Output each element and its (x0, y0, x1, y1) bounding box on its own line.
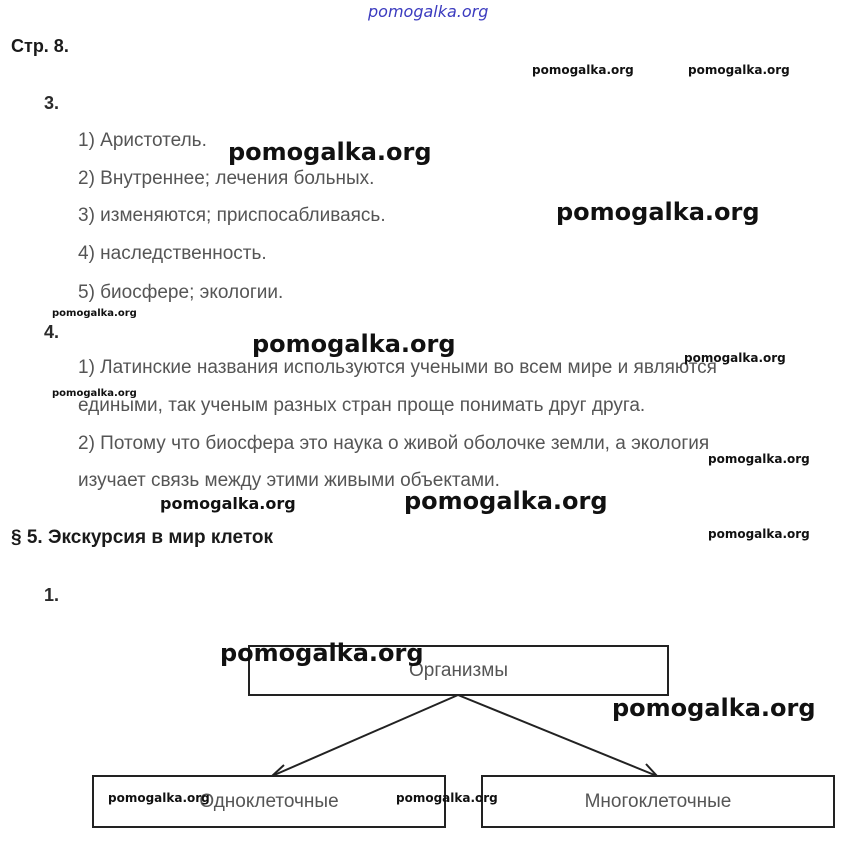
task-3-answer-4: 4) наследственность. (78, 243, 267, 264)
watermark: pomogalka.org (684, 351, 786, 365)
task-3-answer-1: 1) Аристотель. (78, 130, 207, 151)
watermark: pomogalka.org (556, 198, 760, 226)
watermark: pomogalka.org (688, 63, 790, 77)
task-4-line-2: едиными, так ученым разных стран проще понимать друг друга. (78, 395, 646, 416)
watermark: pomogalka.org (404, 487, 608, 515)
watermark: pomogalka.org (52, 388, 137, 399)
arrow-left (272, 695, 458, 776)
task-1-number: 1. (44, 585, 60, 605)
task-4-line-4: изучает связь между этими живыми объектами. (78, 470, 500, 491)
watermark: pomogalka.org (108, 791, 210, 805)
task-4-line-3: 2) Потому что биосфера это наука о живой оболочке земли, а экология (78, 433, 710, 454)
section-title: § 5. Экскурсия в мир клеток (11, 527, 273, 548)
page-title: Стр. 8. (11, 36, 69, 56)
watermark: pomogalka.org (160, 494, 296, 513)
watermark: pomogalka.org (612, 694, 816, 722)
diagram-right-label: Многоклеточные (584, 790, 732, 812)
watermark: pomogalka.org (52, 308, 137, 319)
diagram-left-label: Одноклеточные (199, 790, 339, 812)
diagram-right-box (481, 775, 835, 828)
watermark: pomogalka.org (220, 639, 424, 667)
task-3-answer-2: 2) Внутреннее; лечения больных. (78, 168, 375, 189)
diagram-root-label: Организмы (409, 659, 508, 681)
task-3-number: 3. (44, 93, 60, 113)
watermark: pomogalka.org (396, 791, 498, 805)
task-4-line-1: 1) Латинские названия используются учеными во всем мире и являются (78, 357, 717, 378)
task-4-number: 4. (44, 322, 60, 342)
task-3-answer-5: 5) биосфере; экологии. (78, 282, 284, 303)
task-3-answer-3: 3) изменяются; приспосабливаясь. (78, 205, 386, 226)
watermark: pomogalka.org (532, 63, 634, 77)
watermark: pomogalka.org (228, 138, 432, 166)
watermark: pomogalka.org (708, 452, 810, 466)
watermark: pomogalka.org (252, 330, 456, 358)
header-watermark: pomogalka.org (368, 2, 489, 21)
watermark: pomogalka.org (708, 527, 810, 541)
